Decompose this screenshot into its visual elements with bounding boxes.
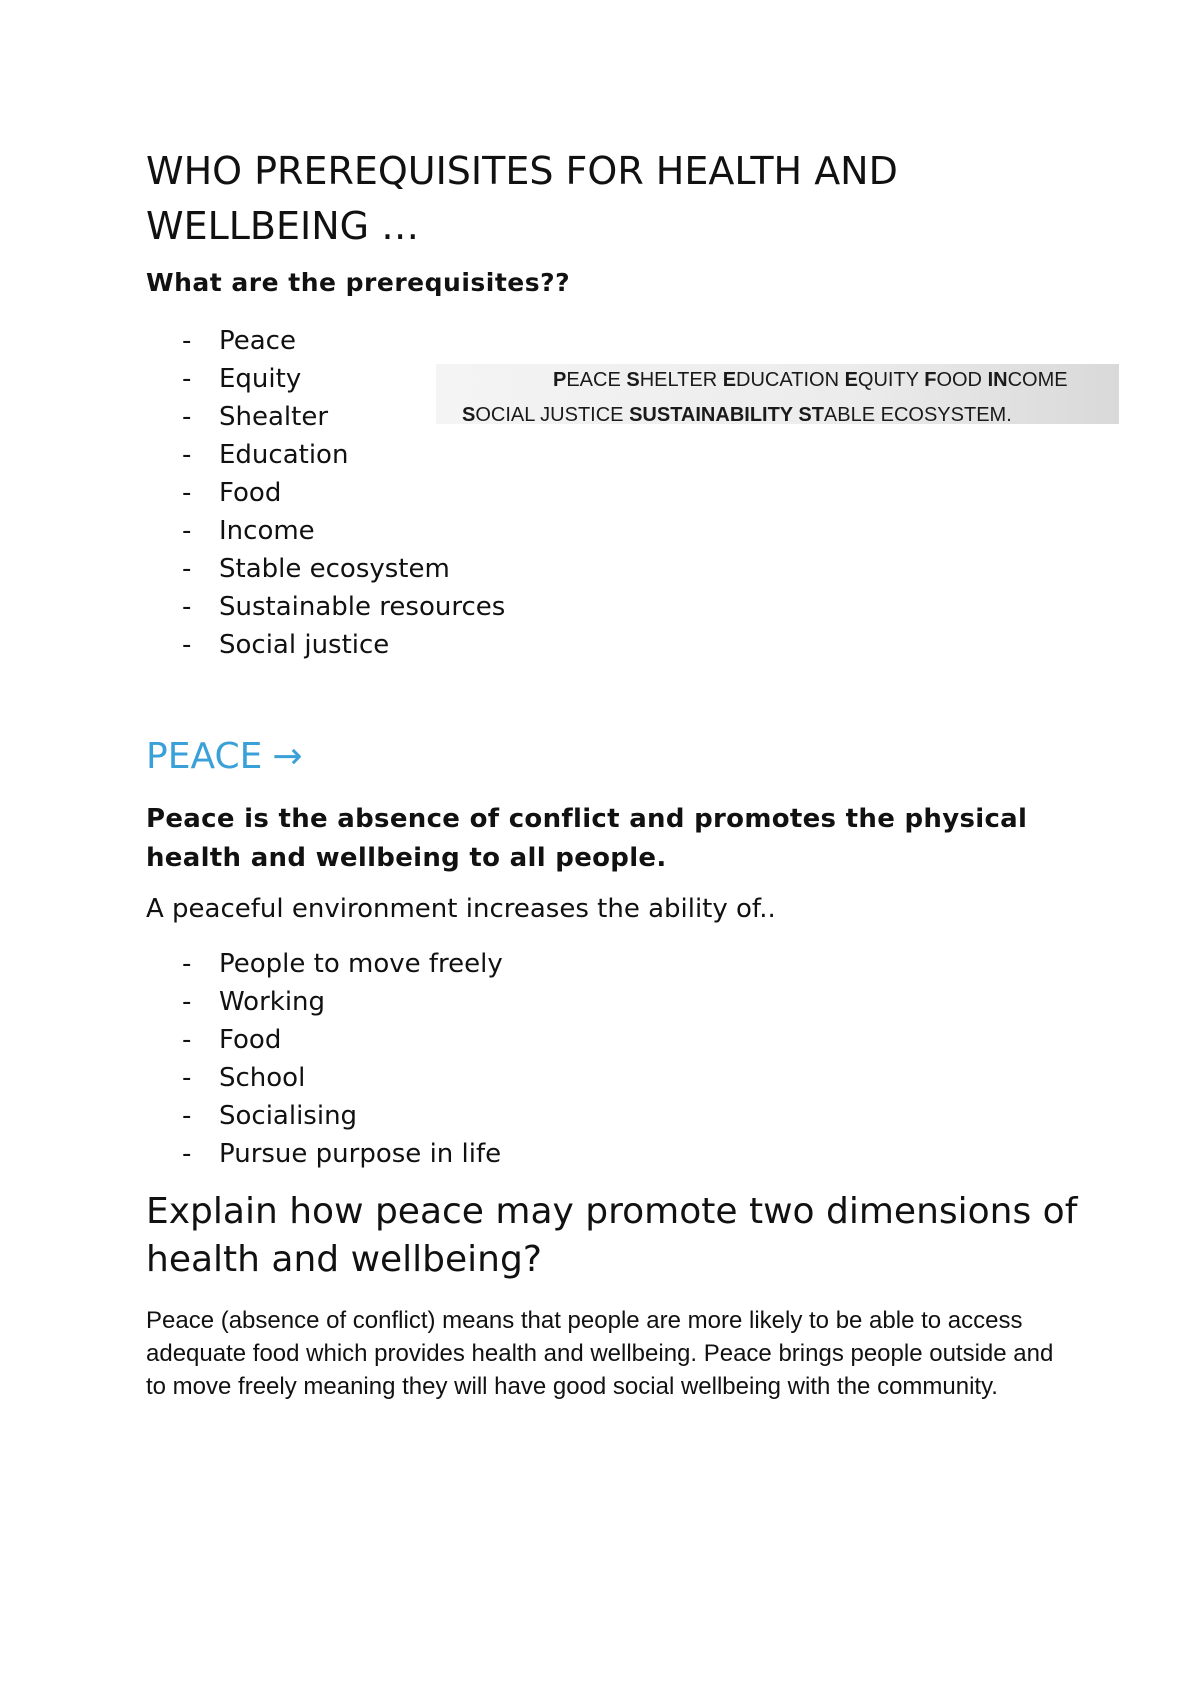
prerequisites-subheading: What are the prerequisites?? bbox=[146, 268, 571, 297]
list-dash: - bbox=[182, 478, 192, 508]
peace-heading bbox=[146, 736, 303, 777]
list-item: - Shealter bbox=[146, 398, 505, 436]
banner-line-2 bbox=[462, 404, 1012, 427]
list-item: - Equity bbox=[146, 360, 505, 398]
banner-text-run: P bbox=[553, 369, 567, 391]
list-item: - Peace bbox=[146, 322, 505, 360]
list-item: - Food bbox=[146, 1021, 503, 1059]
banner-text-run: SUSTAINABILITY bbox=[629, 404, 799, 426]
list-item: - Social justice bbox=[146, 626, 505, 664]
list-dash: - bbox=[182, 592, 192, 622]
peace-heading-text: PEACE bbox=[146, 736, 263, 777]
list-dash: - bbox=[182, 987, 192, 1017]
list-dash: - bbox=[182, 440, 192, 470]
banner-text-run: HELTER bbox=[639, 369, 723, 391]
ability-intro: A peaceful environment increases the ability of.. bbox=[146, 894, 776, 924]
list-item: - People to move freely bbox=[146, 945, 503, 983]
list-item: - School bbox=[146, 1059, 503, 1097]
list-dash: - bbox=[182, 554, 192, 584]
list-dash: - bbox=[182, 1063, 192, 1093]
banner-text-run: ABLE ECOSYSTEM. bbox=[823, 404, 1012, 426]
banner-text-run: ST bbox=[798, 404, 824, 426]
prerequisites-banner-image bbox=[436, 364, 1119, 424]
banner-line-1 bbox=[553, 369, 1068, 392]
banner-text-run: S bbox=[626, 369, 640, 391]
banner-text-run: COME bbox=[1007, 369, 1068, 391]
list-item: - Education bbox=[146, 436, 505, 474]
list-item: - Stable ecosystem bbox=[146, 550, 505, 588]
abilities-list bbox=[146, 945, 503, 1173]
list-dash: - bbox=[182, 1139, 192, 1169]
list-dash: - bbox=[182, 949, 192, 979]
banner-text-run: S bbox=[462, 404, 476, 426]
answer-paragraph: Peace (absence of conflict) means that people are more likely to be able to access adequate food which provides health and wellbeing. Peace brings people outside and to move freely meaning they will have good social wellbeing with the community. bbox=[146, 1307, 1054, 1400]
banner-text-run: OOD bbox=[936, 369, 988, 391]
banner-text-run: DUCATION bbox=[736, 369, 845, 391]
banner-text-run: QUITY bbox=[857, 369, 925, 391]
list-item: - Income bbox=[146, 512, 505, 550]
list-dash: - bbox=[182, 402, 192, 432]
document-title: WHO PREREQUISITES FOR HEALTH AND WELLBEING … bbox=[146, 149, 898, 248]
banner-text-run: E bbox=[722, 369, 737, 391]
question-heading: Explain how peace may promote two dimensions of health and wellbeing? bbox=[146, 1191, 1078, 1280]
banner-text-run: OCIAL JUSTICE bbox=[475, 404, 630, 426]
peace-definition: Peace is the absence of conflict and promotes the physical health and wellbeing to all people. bbox=[146, 804, 1028, 873]
list-dash: - bbox=[182, 364, 192, 394]
list-item: - Food bbox=[146, 474, 505, 512]
banner-text-run: F bbox=[924, 369, 937, 391]
list-dash: - bbox=[182, 1101, 192, 1131]
list-item: - Sustainable resources bbox=[146, 588, 505, 626]
list-dash: - bbox=[182, 516, 192, 546]
list-item: - Socialising bbox=[146, 1097, 503, 1135]
list-item: - Working bbox=[146, 983, 503, 1021]
list-item: - Pursue purpose in life bbox=[146, 1135, 503, 1173]
list-dash: - bbox=[182, 630, 192, 660]
banner-text-run: E bbox=[844, 369, 858, 391]
list-dash: - bbox=[182, 326, 192, 356]
banner-text-run: IN bbox=[987, 369, 1008, 391]
banner-text-run: EACE bbox=[566, 369, 627, 391]
list-dash: - bbox=[182, 1025, 192, 1055]
arrow-right-icon: → bbox=[272, 736, 303, 777]
